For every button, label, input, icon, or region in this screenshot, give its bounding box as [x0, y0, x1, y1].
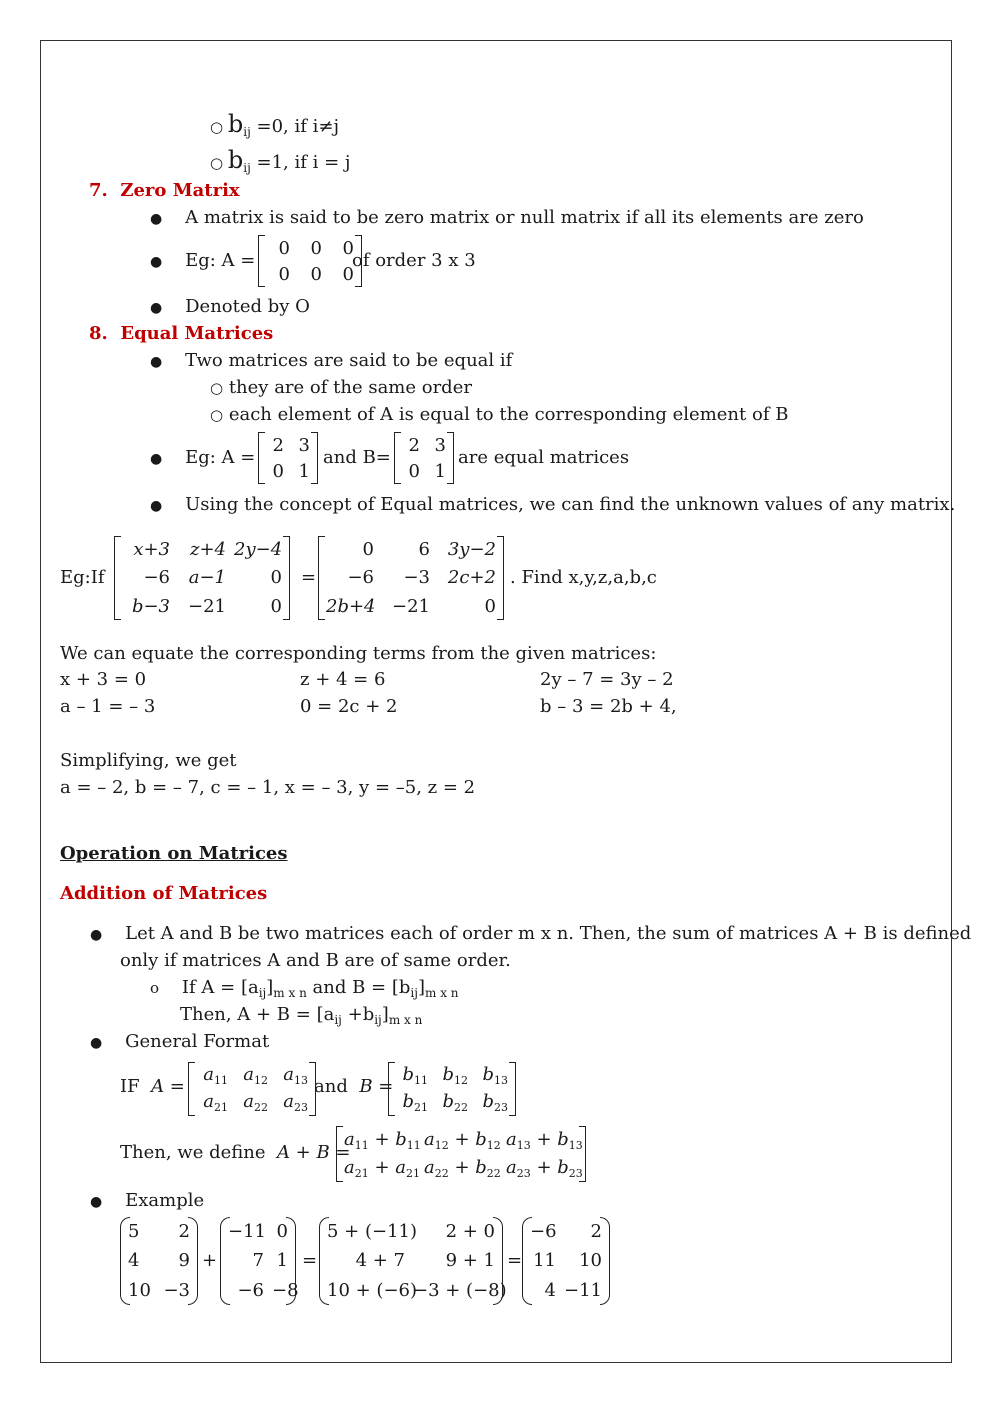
- equal-matrices-heading: 8. Equal Matrices: [89, 323, 274, 344]
- equal-matrices-definition: ● Two matrices are said to be equal if: [150, 350, 513, 371]
- equals-sign: =: [302, 1250, 318, 1271]
- equation: 2y – 7 = 3y – 2: [540, 669, 674, 690]
- simplifying-text: Simplifying, we get: [60, 750, 237, 771]
- equation: z + 4 = 6: [300, 669, 386, 690]
- addition-condition: o If $A = [a_{ij}]_{m x n}$ and $B = [b_{ij}]_{m x n}$: [150, 977, 459, 1000]
- equal-concept-text: ● Using the concept of Equal matrices, we can find the unknown values of any matrix.: [150, 494, 956, 515]
- zero-matrix-notation: ● Denoted by O: [150, 296, 310, 317]
- equation: x + 3 = 0: [60, 669, 147, 690]
- addition-result: Then, $A + B = [a_{ij} +b_{ij}]_{m x n}$: [180, 1004, 423, 1027]
- example-left-matrix: x+3 z+4 2y−4 −6 a−1 0 b−3 −21 0: [118, 536, 286, 620]
- equal-condition-1: ○ they are of the same order: [210, 377, 472, 398]
- if-label: IF A =: [120, 1076, 185, 1097]
- example-matrix-3: 5 + (−11) 2 + 0 4 + 7 9 + 1 10 + (−6) −3 + (−8): [323, 1217, 499, 1305]
- equals-sign: =: [507, 1250, 523, 1271]
- result-text: a = – 2, b = – 7, c = – 1, x = – 3, y = –5, z = 2: [60, 777, 476, 798]
- example-matrix-4: −6 2 11 10 4 −11: [526, 1217, 606, 1305]
- example-label: Eg:If: [60, 567, 105, 588]
- equate-text: We can equate the corresponding terms from the given matrices:: [60, 643, 657, 664]
- zero-matrix-order: of order 3 x 3: [352, 250, 476, 271]
- zero-matrix-definition: ● A matrix is said to be zero matrix or null matrix if all its elements are zero: [150, 207, 864, 228]
- zero-matrix: 0 0 0 0 0 0: [262, 235, 358, 287]
- operations-heading: Operation on Matrices: [60, 843, 288, 864]
- example-heading: ● Example: [90, 1190, 205, 1211]
- equal-matrix-b: 2 3 0 1: [398, 432, 450, 484]
- then-define-label: Then, we define A + B =: [120, 1142, 351, 1163]
- example-matrix-1: 5 2 4 9 10 −3: [124, 1217, 194, 1305]
- equal-matrix-a: 2 3 0 1: [262, 432, 314, 484]
- equal-example-label: ● Eg: A =: [150, 447, 256, 468]
- plus-sign: +: [202, 1250, 218, 1271]
- equation: a – 1 = – 3: [60, 696, 156, 717]
- identity-row-2: ○ $b_{ij} =1$, if i = j: [210, 146, 351, 175]
- general-format-label: ● General Format: [90, 1031, 270, 1052]
- equation: 0 = 2c + 2: [300, 696, 398, 717]
- zero-matrix-heading: 7. Zero Matrix: [89, 180, 240, 201]
- addition-heading: Addition of Matrices: [60, 883, 268, 904]
- zero-matrix-example-label: ● Eg: A =: [150, 250, 256, 271]
- sum-matrix: $a_{11} + b_{11}$ $a_{12} + b_{12}$ $a_{13} + b_{13}$ $a_{21} + a_{21}$ $a_{22} + b_{22}$ $a_{23} + b_{23}$: [340, 1126, 582, 1182]
- and-b-label: and B=: [323, 447, 391, 468]
- are-equal-text: are equal matrices: [458, 447, 630, 468]
- example-find-text: . Find x,y,z,a,b,c: [510, 567, 657, 588]
- equation: b – 3 = 2b + 4,: [540, 696, 677, 717]
- equal-condition-2: ○ each element of A is equal to the corresponding element of B: [210, 404, 789, 425]
- example-matrix-2: −11 0 7 1 −6 −8: [224, 1217, 292, 1305]
- identity-row-1: ○ $b_{ij} =0$, if i≠j: [210, 110, 340, 139]
- and-label: and B =: [314, 1076, 394, 1097]
- general-matrix-b: $b_{11}$ $b_{12}$ $b_{13}$ $b_{21}$ $b_{22}$ $b_{23}$: [392, 1062, 512, 1116]
- addition-definition-1: ● Let A and B be two matrices each of order m x n. Then, the sum of matrices A + B is defined: [90, 923, 972, 944]
- general-matrix-a: $a_{11}$ $a_{12}$ $a_{13}$ $a_{21}$ $a_{22}$ $a_{23}$: [192, 1062, 312, 1116]
- example-right-matrix: 0 6 3y−2 −6 −3 2c+2 2b+4 −21 0: [322, 536, 500, 620]
- addition-definition-2: only if matrices A and B are of same order.: [120, 950, 511, 971]
- example-equals: =: [301, 567, 317, 588]
